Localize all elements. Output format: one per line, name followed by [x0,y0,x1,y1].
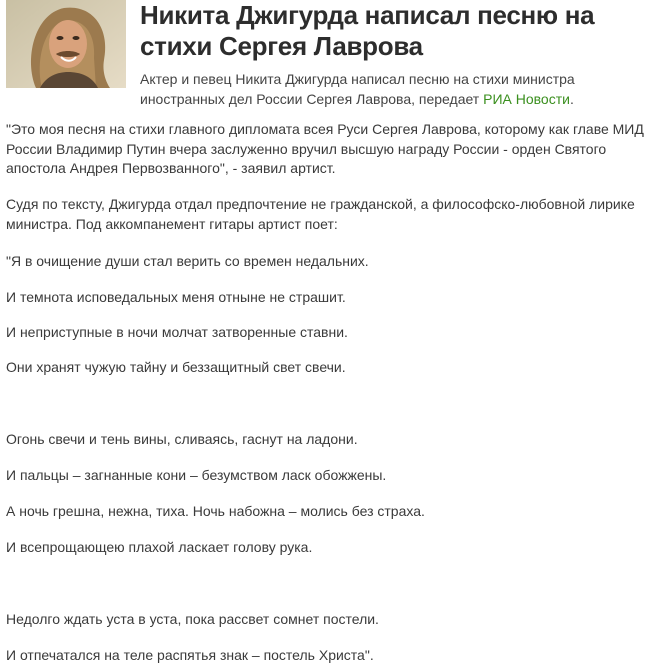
article-lead [140,69,650,109]
lyric-line: И пальцы – загнанные кони – безумством ласк обожжены. [6,467,387,483]
lyric-line: Недолго ждать уста в уста, пока рассвет сомнет постели. [6,611,379,627]
lyric-line: И неприступные в ночи молчат затворенные ставни. [6,324,348,340]
paragraph-context: Судя по тексту, Джигурда отдал предпочтение не гражданской, а философско-любовной лирике министра. Под аккомпанемент гитары артист поет: [6,196,635,232]
lyric-line: "Я в очищение души стал верить со времен недальних. [6,253,369,269]
paragraph-quote: "Это моя песня на стихи главного дипломата всея Руси Сергея Лаврова, которому как главе МИД России Владимир Путин вчера заслуженно вручил высшую награду России - орден Святого апостола Андрея Первозванного", - заявил артист. [6,121,644,176]
lyric-line: Они хранят чужую тайну и беззащитный свет свечи. [6,359,346,375]
lyric-line: И отпечатался на теле распятья знак – постель Христа". [6,647,374,663]
lead-end: . [569,91,574,107]
lead-text: Актер и певец Никита Джигурда написал песню на стихи министра иностранных дел России Сергея Лаврова, передает [140,71,575,107]
portrait-image [6,0,126,88]
source-link[interactable]: РИА Новости [483,91,570,107]
article-title: Никита Джигурда написал песню на стихи Сергея Лаврова [140,0,595,61]
lyric-line: А ночь грешна, нежна, тиха. Ночь набожна – молись без страха. [6,503,425,519]
author-photo [6,0,126,88]
lyric-line: И всепрощающею плахой ласкает голову рука. [6,539,313,555]
lyric-line: И темнота исповедальных меня отныне не страшит. [6,289,346,305]
lyric-line: Огонь свечи и тень вины, сливаясь, гаснут на ладони. [6,431,358,447]
